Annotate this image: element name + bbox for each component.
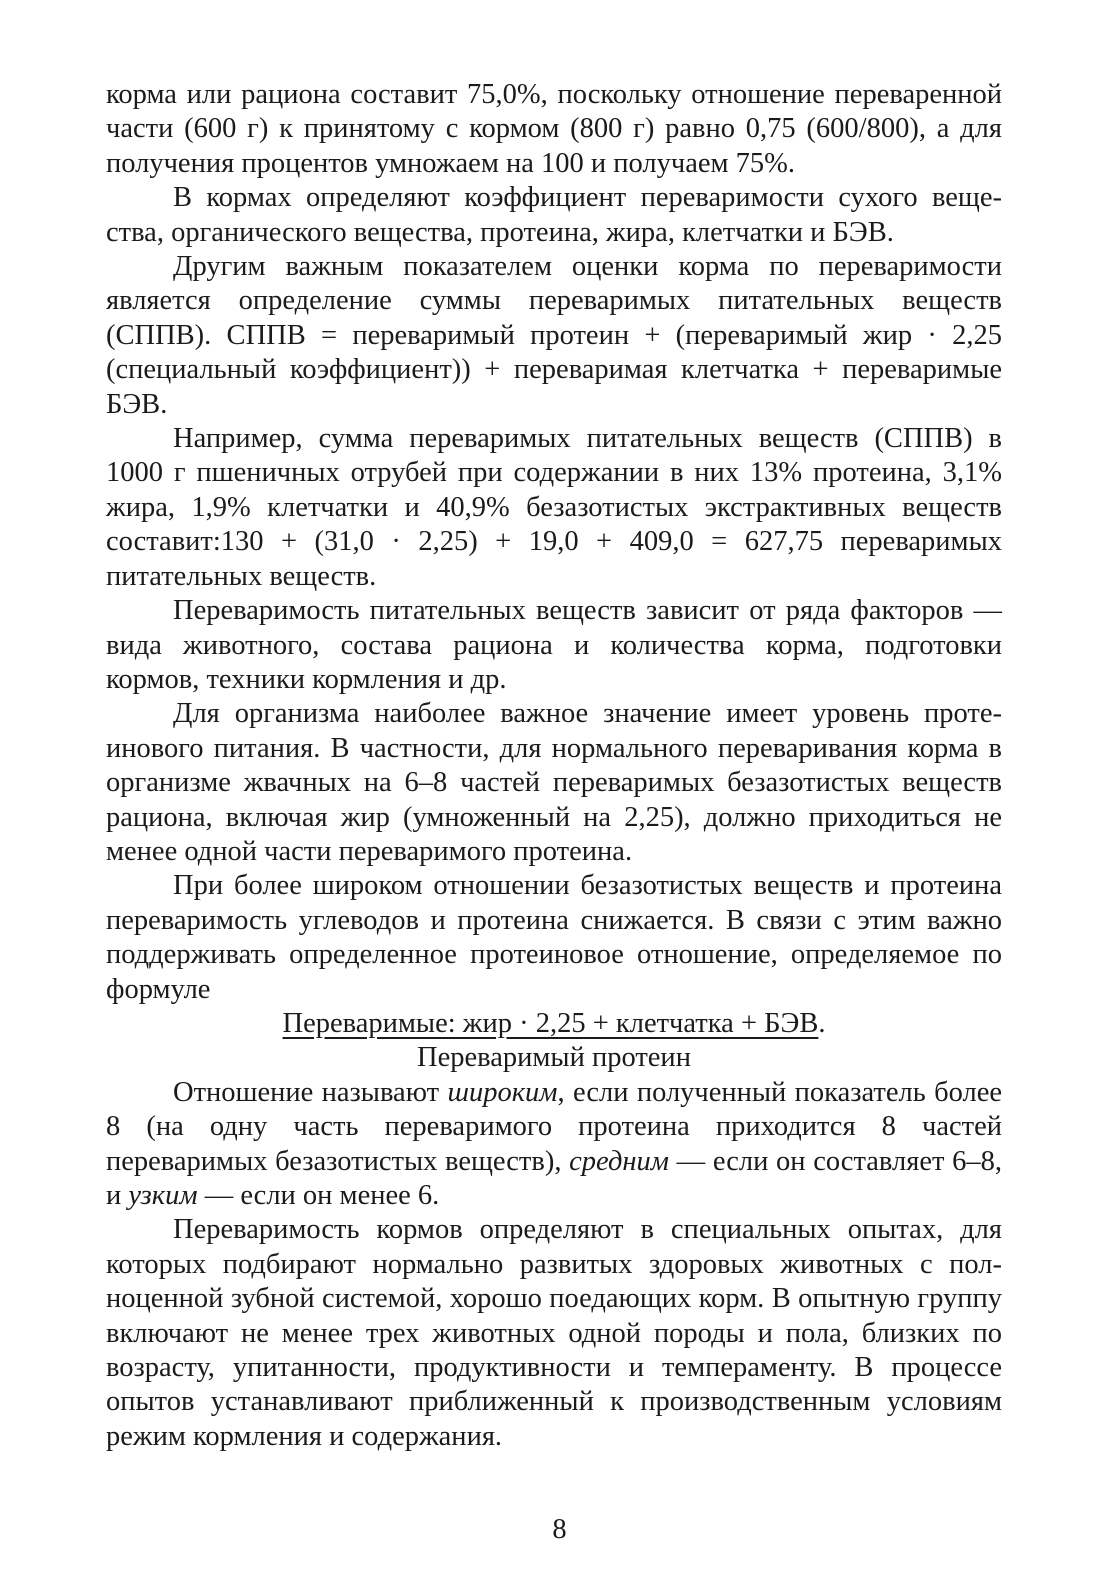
- term-wide: широким: [447, 1076, 558, 1108]
- paragraph-4: Например, сумма переваримых питательных веществ (СППВ) в 1000 г пшеничных отрубей при содержании в них 13% протеина, 3,1% жира, 1,9% клетчатки и 40,9% безазотистых экстрактивных веществ составит:130 + (31,0 · 2,25) + 19,0 + 409,0 = 627,75 переваримых питательных веществ.: [106, 423, 1002, 592]
- paragraph-1: корма или рациона составит 75,0%, поскольку отношение переваренной части (600 г) к принятому с кормом (800 г) равно 0,75 (600/800), а для получения процентов умножаем на 100 и получаем 75%.: [106, 79, 1002, 179]
- paragraph-8: [106, 1076, 1002, 1214]
- paragraph-8-text-3: — если он составляет 6–8, и: [106, 1145, 1002, 1211]
- formula-numerator-line: [106, 1007, 1002, 1041]
- formula-numerator: Переваримые: жир · 2,25 + клетчатка + БЭВ: [282, 1007, 819, 1039]
- paragraph-2: В кормах определяют коэффициент переваримости сухого вещества, органического вещества, протеина, жира, клетчатки и БЭВ.: [106, 182, 1002, 248]
- formula-denominator: Переваримый протеин: [417, 1042, 691, 1074]
- paragraph-9: Переваримость кормов определяют в специальных опытах, для которых подбирают нормально развитых здоровых животных с полноценной зубной системой, хорошо поедающих корм. В опытную группу включают не менее трех животных одной породы и пола, близких по возрасту, упитанности, продуктивности и темпераменту. В процессе опытов устанавливают приближенный к производственным условиям режим кормления и содержания.: [106, 1214, 1002, 1452]
- page-number: 8: [552, 1514, 567, 1545]
- formula-numerator-period: .: [818, 1007, 826, 1039]
- protein-ratio-formula: [106, 1007, 1002, 1076]
- paragraph-8-text-1: Отношение называют: [173, 1076, 448, 1108]
- paragraph-6: Для организма наиболее важное значение имеет уровень протеинового питания. В частности, для нормального переваривания корма в организме жвачных на 6–8 частей переваримых безазотистых веществ рациона, включая жир (умноженный на 2,25), должно приходиться не менее одной части переваримого протеина.: [106, 698, 1002, 867]
- term-medium: средним: [569, 1145, 669, 1177]
- paragraph-3: Другим важным показателем оценки корма по переваримости является определение суммы переваримых питательных веществ (СППВ). СППВ = переваримый протеин + (переваримый жир · 2,25 (специальный коэффициент)) + переваримая клетчатка + переваримые БЭВ.: [106, 251, 1002, 420]
- paragraph-7: При более широком отношении безазотистых веществ и протеина переваримость углеводов и протеина снижается. В связи с этим важно поддерживать определенное протеиновое отношение, определяемое по формуле: [106, 870, 1002, 1005]
- page-body: [106, 78, 1002, 1454]
- paragraph-5: Переваримость питательных веществ зависит от ряда факторов — вида животного, состава рациона и количества корма, подготовки кормов, техники кормления и др.: [106, 595, 1002, 695]
- paragraph-8-text-2: , если полученный показатель более 8 (на одну часть переваримого протеина приходится 8 частей переваримых безазотистых веществ),: [106, 1076, 1002, 1177]
- paragraph-8-text-4: — если он менее 6.: [197, 1180, 440, 1211]
- term-narrow: узким: [128, 1180, 198, 1211]
